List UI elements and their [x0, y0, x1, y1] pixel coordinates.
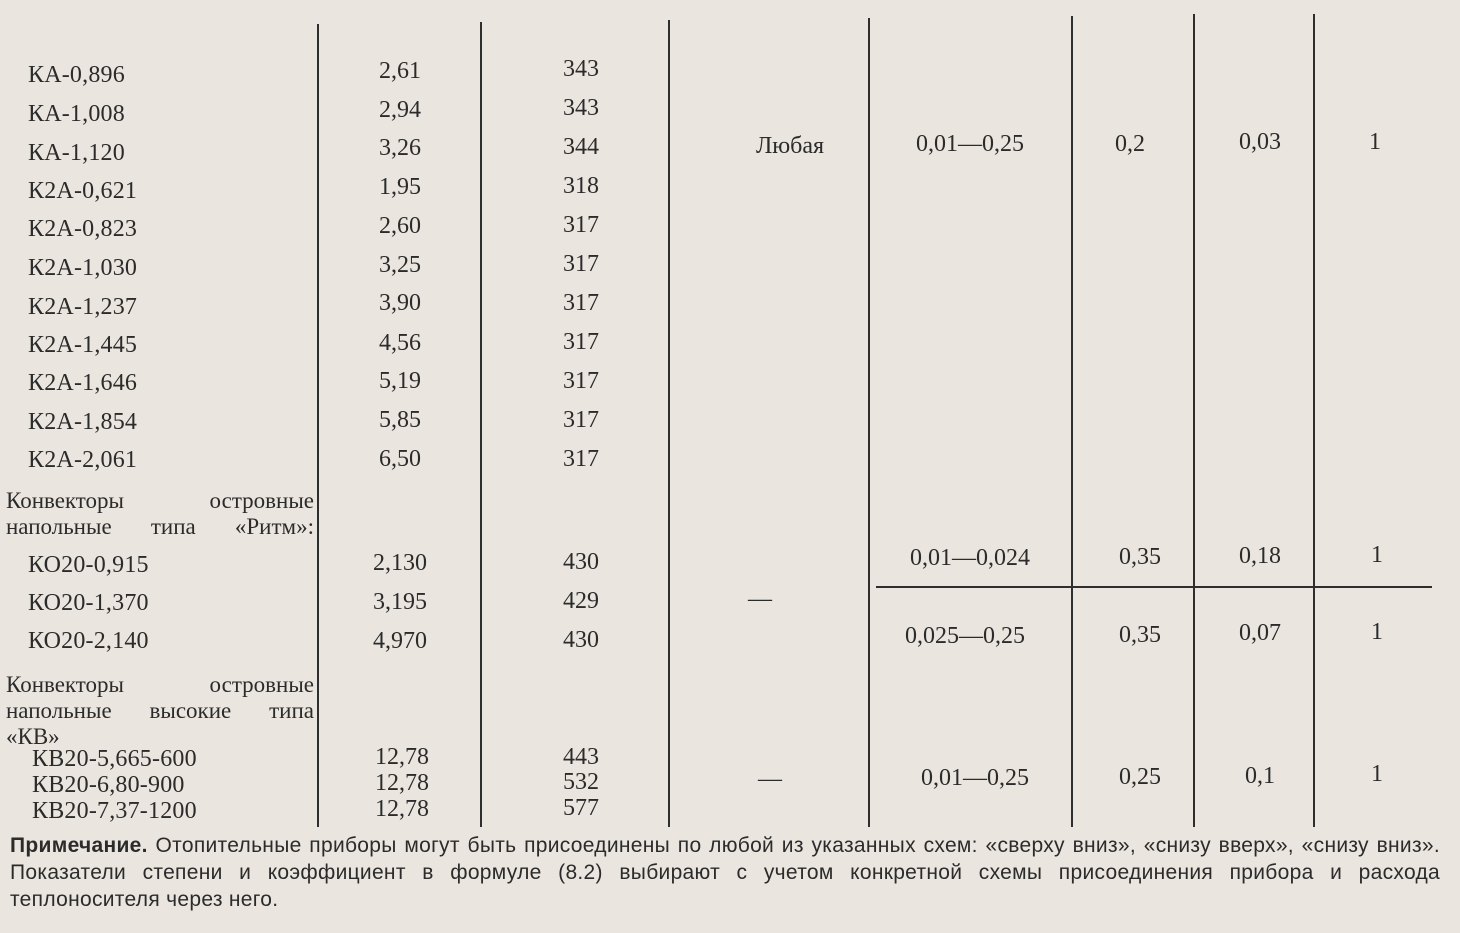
device-name: К2А-1,445	[28, 332, 138, 358]
device-name: КО20-0,915	[28, 552, 149, 578]
flow-range: 0,01—0,024	[910, 545, 1030, 571]
value-2: 343	[563, 95, 599, 121]
value-1: 3,195	[373, 589, 427, 615]
heading-line: «КВ»	[6, 724, 60, 749]
exponent-p: 0,1	[1245, 763, 1275, 789]
heading-line: Конвекторы островные	[6, 672, 314, 697]
value-1: 2,130	[373, 550, 427, 576]
coefficient-c: 1	[1371, 761, 1383, 787]
value-2: 430	[563, 549, 599, 575]
value-2: 344	[563, 134, 599, 160]
device-name: К2А-0,823	[28, 216, 138, 242]
exponent-p: 0,18	[1239, 543, 1281, 569]
value-2: 317	[563, 446, 599, 472]
value-1: 3,26	[379, 135, 421, 161]
value-2: 532	[563, 769, 599, 795]
value-1: 2,60	[379, 213, 421, 239]
value-2: 429	[563, 588, 599, 614]
flow-range: 0,025—0,25	[905, 623, 1025, 649]
value-1: 12,78	[375, 744, 429, 770]
device-name: КА-0,896	[28, 62, 125, 88]
value-1: 2,61	[379, 58, 421, 84]
note-label: Примечание.	[10, 834, 148, 857]
coefficient-c: 1	[1371, 542, 1383, 568]
value-2: 318	[563, 173, 599, 199]
device-name: КВ20-6,80-900	[32, 772, 185, 798]
connection-scheme: —	[748, 586, 772, 612]
note-text: Отопительные приборы могут быть присоединены по любой из указанных схем: «сверху вниз», «снизу вверх», «снизу вниз». Показатели степени и коэффициент в формуле (8.2) выбирают с учетом конкретной схемы присоединения прибора и расхода теплоносителя через него.	[10, 834, 1441, 911]
coefficient-c: 1	[1369, 129, 1381, 155]
value-1: 6,50	[379, 446, 421, 472]
device-name: К2А-1,646	[28, 370, 138, 396]
value-1: 1,95	[379, 174, 421, 200]
exponent-n: 0,35	[1119, 622, 1161, 648]
value-1: 12,78	[375, 796, 429, 822]
device-name: КО20-1,370	[28, 590, 149, 616]
device-name: К2А-0,621	[28, 178, 138, 204]
value-1: 4,970	[373, 628, 427, 654]
table-note	[10, 832, 1440, 913]
device-name: К2А-1,237	[28, 294, 138, 320]
device-name: КВ20-5,665-600	[32, 746, 197, 772]
value-1: 3,90	[379, 290, 421, 316]
column-rule	[1193, 14, 1195, 827]
exponent-n: 0,2	[1115, 131, 1145, 157]
exponent-p: 0,07	[1239, 620, 1281, 646]
device-name: КВ20-7,37-1200	[32, 798, 197, 824]
value-2: 443	[563, 744, 599, 770]
device-name: КО20-2,140	[28, 628, 149, 654]
value-1: 5,85	[379, 407, 421, 433]
value-2: 430	[563, 627, 599, 653]
value-1: 2,94	[379, 97, 421, 123]
flow-range: 0,01—0,25	[916, 131, 1024, 157]
heading-line: напольные высокие типа	[6, 698, 314, 723]
exponent-n: 0,35	[1119, 544, 1161, 570]
device-name: КА-1,120	[28, 140, 125, 166]
value-1: 3,25	[379, 252, 421, 278]
exponent-n: 0,25	[1119, 764, 1161, 790]
value-2: 577	[563, 795, 599, 821]
flow-range: 0,01—0,25	[921, 765, 1029, 791]
connection-scheme: —	[758, 766, 782, 792]
row-rule	[876, 586, 1432, 588]
value-2: 343	[563, 56, 599, 82]
device-name: К2А-1,030	[28, 255, 138, 281]
group-heading-ritm: Конвекторы островные напольные типа «Ритм»:	[6, 488, 314, 539]
value-2: 317	[563, 212, 599, 238]
value-1: 12,78	[375, 770, 429, 796]
connection-scheme: Любая	[755, 133, 825, 159]
value-2: 317	[563, 329, 599, 355]
group-heading-kv	[6, 672, 314, 750]
column-rule	[868, 18, 870, 827]
column-rule	[1313, 14, 1315, 827]
device-name: КА-1,008	[28, 101, 125, 127]
device-name: К2А-1,854	[28, 409, 138, 435]
exponent-p: 0,03	[1239, 129, 1281, 155]
column-rule	[1071, 16, 1073, 827]
value-2: 317	[563, 407, 599, 433]
coefficient-c: 1	[1371, 619, 1383, 645]
value-1: 4,56	[379, 330, 421, 356]
column-rule	[317, 24, 319, 827]
device-name: К2А-2,061	[28, 447, 138, 473]
value-2: 317	[563, 368, 599, 394]
value-2: 317	[563, 290, 599, 316]
column-rule	[480, 22, 482, 827]
value-1: 5,19	[379, 368, 421, 394]
value-2: 317	[563, 251, 599, 277]
column-rule	[668, 20, 670, 827]
